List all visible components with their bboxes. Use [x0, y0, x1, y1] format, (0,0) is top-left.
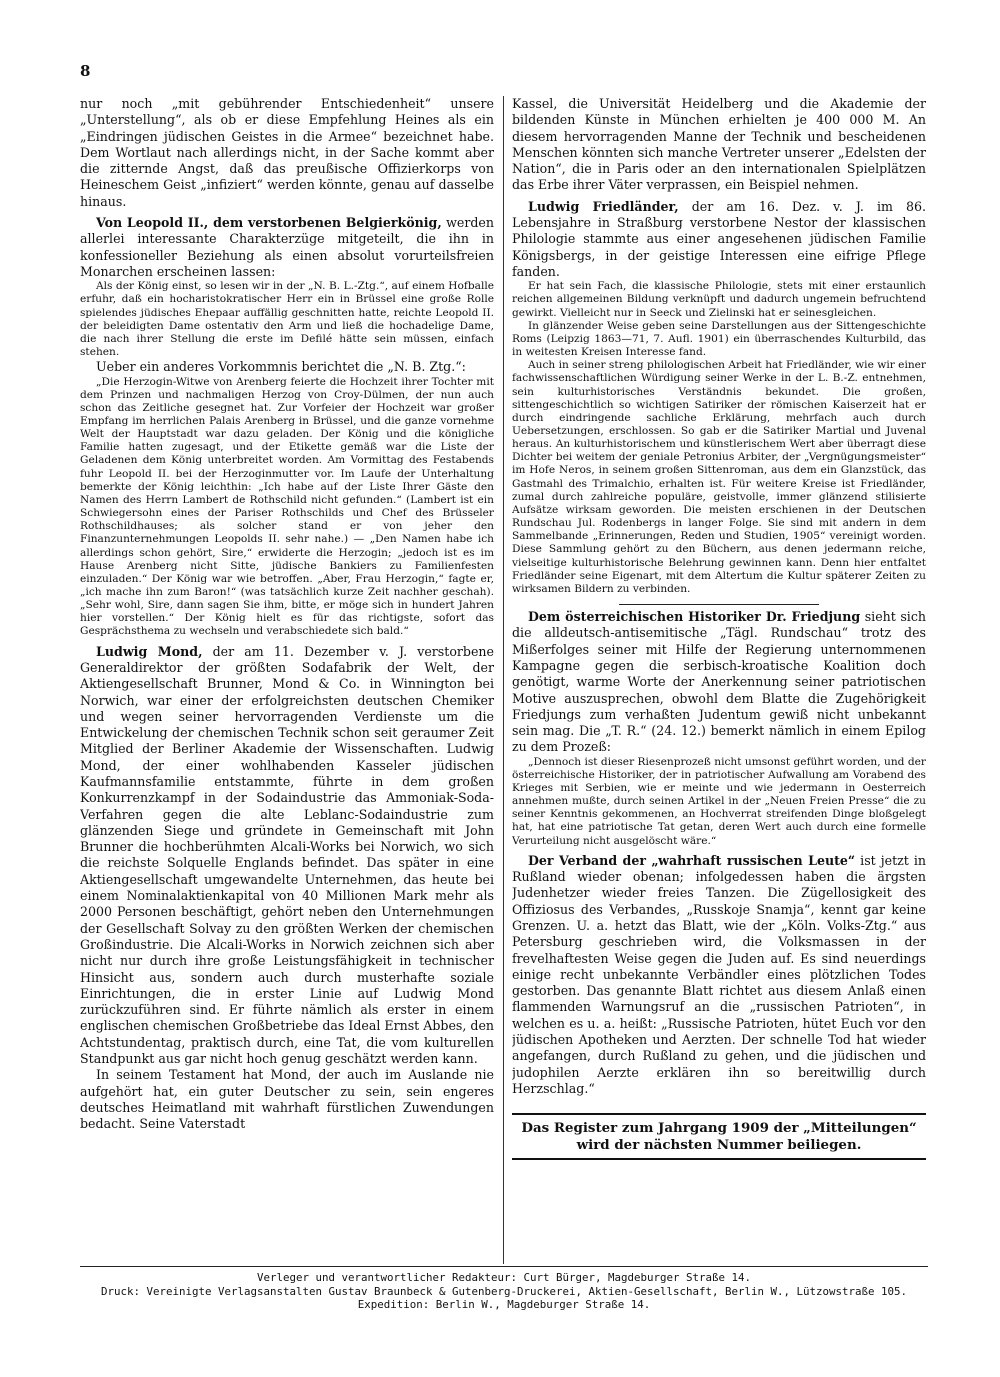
- verband-lead: Der Verband der „wahrhaft russischen Leute“: [528, 852, 856, 868]
- friedjung-paragraph: [512, 609, 926, 756]
- friedlaender-paragraph: [512, 199, 926, 280]
- verband-text: ist jetzt in Rußland wieder obenan; infolgedessen haben die ärgsten Judenhetzer wieder freies Tanzen. Die Zügellosigkeit des Offiziosus des Verbandes, „Russkoje Snamja“, kennt gar keine Grenzen. U. a. hetzt das Blatt, wie der „Köln. Volks-Ztg.“ aus Petersburg geschrieben wird, die Volksmassen in der frevelhaftesten Weise gegen die Juden auf. Es sind neuerdings einige recht unbekannte Verbändler eines plötzlichen Todes gestorben. Das genannte Blatt richtet aus diesem Anlaß einen flammenden Warnungsruf an die „russischen Patrioten“, in welchen es u. a. heißt: „Russische Patrioten, hütet Euch vor den jüdischen Apotheken und Aerzten. Der schnelle Tod hat wieder angefangen, durch Rußland zu gehen, und die jüdischen und judophilen Aerzte erklären ihn so bereitwillig durch Herzschlag.“: [512, 852, 926, 1096]
- imprint-publisher: Verleger und verantwortlicher Redakteur: Curt Bürger, Magdeburger Straße 14.: [256, 1271, 752, 1284]
- imprint-expedition: Expedition: Berlin W., Magdeburger Straße 14.: [357, 1298, 651, 1311]
- column-rule: [503, 96, 504, 1264]
- imprint-footer: [80, 1266, 928, 1312]
- register-notice: Das Register zum Jahrgang 1909 der „Mitteilungen“ wird der nächsten Nummer beiliegen.: [512, 1113, 926, 1160]
- mond-paragraph-end: Kassel, die Universität Heidelberg und die Akademie der bildenden Künste in München erhielten je 400 000 M. An diesem hervorragenden Manne der Technik und bescheidenen Menschen könnten sich manche Vertreter unserer „Edelsten der Nation“, die in Paris oder an den internationalen Spielplätzen das Erbe ihrer Väter verprassen, ein Beispiel nehmen.: [512, 96, 926, 193]
- right-column: [512, 96, 926, 1264]
- mond-paragraph: [80, 644, 494, 1068]
- left-column: [80, 96, 494, 1264]
- mond-testament-paragraph: In seinem Testament hat Mond, der auch im Auslande nie aufgehört hat, ein guter Deutscher zu sein, sein engeres deutsches Heimatland mit wahrhaft fürstlichen Zuwendungen bedacht. Seine Vaterstadt: [80, 1067, 494, 1132]
- page-number: 8: [80, 62, 91, 80]
- leopold-text: werden allerlei interessante Charakterzüge mitgeteilt, die ihn in konfessioneller Beziehung als einen absolut vorurteilsfreien Monarchen erscheinen lassen:: [80, 215, 494, 279]
- leopold-quote-2: „Die Herzogin-Witwe von Arenberg feierte die Hochzeit ihrer Tochter mit dem Prinzen und nachmaligen Herzog von Croy-Dülmen, der nun auch schon das Zeitliche gesegnet hat. Zur Vorfeier der Hochzeit war großer Empfang im herrlichen Palais Arenberg in Brüssel, und die ganze vornehme Welt der Hauptstadt war dazu geladen. Der König und die königliche Familie hatten zugesagt, und der Etikette gemäß war die Liste der Geladenen dem König unterbreitet worden. Am Vormittag des Festabends fuhr Leopold II. bei der Herzoginmutter vor. Im Laufe der Unterhaltung bemerkte der König leichthin: „Ich habe auf der Liste Ihrer Gäste den Namen des Herrn Lambert de Rothschild nicht gefunden.“ (Lambert ist ein Schwiegersohn eines der Pariser Rothschilds und Chef des Brüsseler Rothschildhauses; als solcher stand er von jeher den Finanzunternehmungen Leopolds II. sehr nahe.) — „Den Namen habe ich allerdings schon gehört, Sire,“ erwiderte die Herzogin; „jedoch ist es im Hause Arenberg nicht Sitte, jüdische Bankiers zu Familienfesten einzuladen.“ Der König war wie betroffen. „Aber, Frau Herzogin,“ fagte er, „ich mache ihn zum Baron!“ (was tatsächlich kurze Zeit nachher geschah). „Sehr wohl, Sire, dann sagen Sie ihm, bitte, er möge sich in hundert Jahren hier vorstellen.“ Der König hielt es für das richtigste, sofort das Gesprächsthema zu wechseln und verabschiedete sich bald.“: [80, 375, 494, 638]
- leopold-paragraph: [80, 215, 494, 280]
- friedjung-lead: Dem österreichischen Historiker Dr. Friedjung: [528, 609, 861, 625]
- friedlaender-lead: Ludwig Friedländer,: [528, 198, 679, 214]
- heine-paragraph-end: nur noch „mit gebührender Entschiedenheit“ unsere „Unterstellung“, als ob er diese Empfehlung Heines als ein „Eindringen jüdischen Geistes in die Armee“ bezeichnet habe. Dem Wortlaut nach allerdings nicht, in der Sache kommt aber die zitternde Angst, daß das preußische Offizierkorps von Heineschem Geist „infiziert“ werden könnte, genau auf dasselbe hinaus.: [80, 96, 494, 209]
- leopold-transition: Ueber ein anderes Vorkommnis berichtet die „N. B. Ztg.“:: [96, 359, 466, 375]
- friedjung-text: sieht sich die alldeutsch-antisemitische „Tägl. Rundschau“ trotz des Mißerfolges seiner mit Hilfe der Regierung unternommenen Kampagne gegen die serbisch-kroatische Koalition doch genötigt, warme Worte der Anerkennung seiner patriotischen Motive auszusprechen, obwohl dem Blatte die Zugehörigkeit Friedjungs zum verhaßten Judentum gewiß nicht unbekannt sein mag. Die „T. R.“ (24. 12.) bemerkt nämlich in einem Epilog zu dem Prozeß:: [512, 609, 926, 755]
- mond-text: der am 11. Dezember v. J. verstorbene Generaldirektor der größten Sodafabrik der Welt, der Aktiengesellschaft Brunner, Mond & Co. in Winnington bei Norwich, war einer der erfolgreichsten deutschen Chemiker und wegen seiner hervorragenden Verdienste um die Entwickelung der chemischen Technik schon seit geraumer Zeit Mitglied der Berliner Akademie der Wissenschaften. Ludwig Mond, der einer wohlhabenden Kasseler jüdischen Kaufmannsfamilie entstammte, führte in dem großen Konkurrenzkampf in der Sodaindustrie das Ammoniak-Soda-Verfahren gegen die alte Leblanc-Sodaindustrie zum glänzenden Siege und gründete in Gemeinschaft mit John Brunner die hochberühmten Alcali-Works bei Norwich, wo sich die reichste Solquelle Englands befindet. Das später in eine Aktiengesellschaft umgewandelte Unternehmen, das heute bei einem Nominalaktienkapital von 40 Millionen Mark mehr als 2000 Personen beschäftigt, gehört neben den Unternehmungen der Gesellschaft Solvay zu den größten Werken der chemischen Großindustrie. Die Alcali-Works in Norwich zeichnen sich aber nicht nur durch ihre große Leistungsfähigkeit in technischer Hinsicht aus, sondern auch durch musterhafte soziale Einrichtungen, die in erster Linie auf Ludwig Mond zurückzuführen sind. Er führte nämlich als erster in einem englischen chemischen Großbetriebe das Ideal Ernst Abbes, den Achtstundentag, praktisch durch, eine Tat, die vom kulturellen Standpunkt aus gar nicht hoch genug geschätzt werden kann.: [80, 643, 494, 1067]
- friedlaender-note-2: In glänzender Weise geben seine Darstellungen aus der Sittengeschichte Roms (Leipzig 1863—71, 7. Aufl. 1901) ein überraschendes Kulturbild, das in weitesten Kreisen Interesse fand.: [512, 319, 926, 359]
- friedlaender-note-3: Auch in seiner streng philologischen Arbeit hat Friedländer, wie wir einer fachwissenschaftlichen Würdigung seiner Werke in der L. B.-Z. entnehmen, sein kulturhistorisches Verständnis bekundet. Die großen, sittengeschichtlich so wichtigen Satiriker der römischen Kaiserzeit hat er durch eindringende sachliche Erklärung, mehrfach auch durch Uebersetzungen, erschlossen. So gab er die Satiriker Martial und Juvenal heraus. An kulturhistorischem und künstlerischem Wert aber überragt diese Dichter bei weitem der geniale Petronius Arbiter, der „Vergnügungsmeister“ im Hofe Neros, in seinem großen Sittenroman, aus dem ein Glanzstück, das Gastmahl des Trimalchio, erhalten ist. Für weitere Kreise ist Friedländer, zumal durch zahlreiche populäre, geistvolle, immer glänzend stilisierte Aufsätze wirksam geworden. Die meisten erschienen in der Deutschen Rundschau Jul. Rodenbergs in langer Folge. Sie sind mit andern in dem Sammelbande „Erinnerungen, Reden und Studien, 1905“ vereinigt worden. Diese Sammlung gehört zu den Büchern, aus denen jedermann reiche, vielseitige kulturhistorische Belehrung gewinnen kann. Denn hier entfaltet Friedländer seine Eigenart, mit dem Altertum die Kultur späterer Zeiten zu wirksamen Bildern zu verbinden.: [512, 359, 926, 595]
- verband-paragraph: [512, 853, 926, 1097]
- leopold-quote-1: Als der König einst, so lesen wir in der „N. B. L.-Ztg.“, auf einem Hofballe erfuhr, daß ein hocharistokratischer Herr ein in Brüssel eine große Rolle spielendes jüdisches Ehepaar auffällig geschnitten hatte, reichte Leopold II. der beleidigten Dame ostentativ den Arm und ließ die hochadelige Dame, die nach ihrer Stellung die erste im Defilé hätte sein müssen, einfach stehen.: [80, 280, 494, 359]
- mond-lead: Ludwig Mond,: [96, 643, 203, 659]
- section-divider: [619, 604, 819, 605]
- friedjung-quote: „Dennoch ist dieser Riesenprozeß nicht umsonst geführt worden, und der österreichische Historiker, der in patriotischer Aufwallung am Vorabend des Krieges mit Serbien, wie er meinte und wie jedermann in Oesterreich annehmen mußte, durch seinen Artikel in der „Neuen Freien Presse“ die zu seiner Kenntnis gekommenen, an Hochverrat streifenden Dinge bloßgelegt hat, hat eine patriotische Tat getan, deren Wert auch durch eine formelle Verurteilung nicht ausgelöscht wäre.“: [512, 755, 926, 847]
- imprint-printer: Druck: Vereinigte Verlagsanstalten Gustav Braunbeck & Gutenberg-Druckerei, Aktien-Gesellschaft, Berlin W., Lützowstraße 105.: [100, 1284, 908, 1298]
- friedlaender-text: der am 16. Dez. v. J. im 86. Lebensjahre in Straßburg verstorbene Nestor der klassischen Philologie stammte aus einer angesehenen jüdischen Familie Königsbergs, in der geistige Interessen eine eifrige Pflege fanden.: [512, 198, 926, 279]
- friedlaender-note-1: Er hat sein Fach, die klassische Philologie, stets mit einer erstaunlich reichen allgemeinen Bildung verknüpft und dadurch ungemein befruchtend gewirkt. Vielleicht nur in Seeck und Zielinski hat er seinesgleichen.: [512, 280, 926, 319]
- article-columns: [80, 96, 928, 1264]
- leopold-lead: Von Leopold II., dem verstorbenen Belgierkönig,: [96, 215, 442, 231]
